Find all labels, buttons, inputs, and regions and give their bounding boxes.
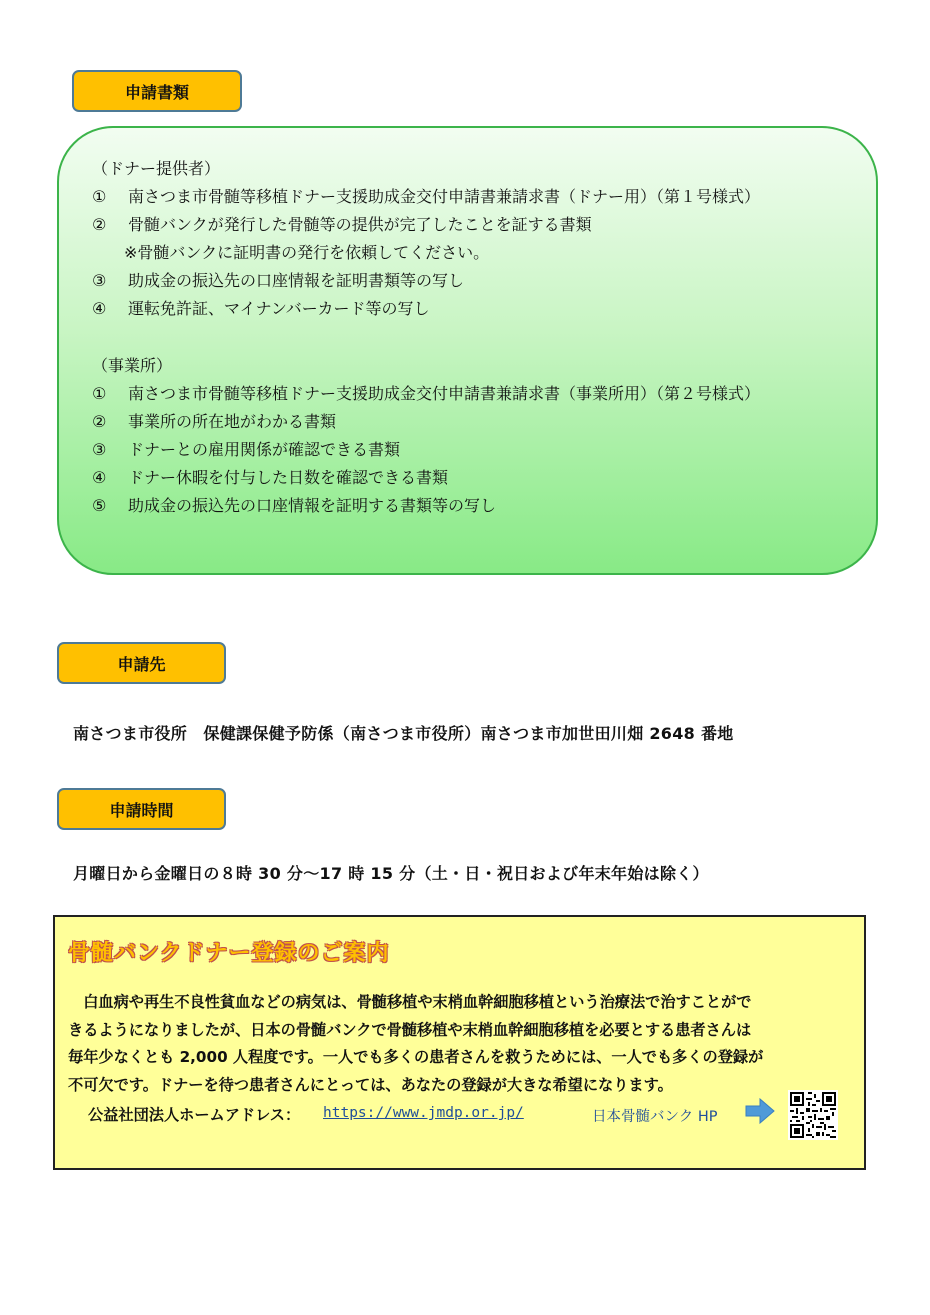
section-tag-destination: 申請先 [57,642,226,684]
right-arrow-icon [745,1098,775,1124]
office-item-text: ドナー休暇を付与した日数を確認できる書類 [128,468,449,487]
office-item-num: ① [92,384,107,403]
office-item-text: 助成金の振込先の口座情報を証明する書類等の写し [128,496,497,515]
homepage-link[interactable]: https://www.jmdp.or.jp/ [323,1105,524,1121]
info-line: 白血病や再生不良性貧血などの病気は、骨髄移植や末梢血幹細胞移植という治療法で治すことがで [68,993,752,1011]
donor-item-text: 南さつま市骨髄等移植ドナー支援助成金交付申請書兼請求書（ドナー用）（第１号様式） [128,187,761,206]
destination-text: 南さつま市役所 保健課保健予防係（南さつま市役所）南さつま市加世田川畑 2648 番地 [73,724,734,743]
donor-item-text: 助成金の振込先の口座情報を証明書類等の写し [128,271,465,290]
donor-item-text: 骨髄バンクが発行した骨髄等の提供が完了したことを証する書類 [128,215,592,234]
info-line: 毎年少なくとも 2,000 人程度です。一人でも多くの患者さんを救うためには、一人でも多くの登録が [68,1048,764,1066]
office-item-text: ドナーとの雇用関係が確認できる書類 [128,440,401,459]
office-item-text: 事業所の所在地がわかる書類 [128,412,337,431]
donor-item-num: ③ [92,271,107,290]
office-item-text: 南さつま市骨髄等移植ドナー支援助成金交付申請書兼請求書（事業所用）（第２号様式） [128,384,761,403]
info-line: きるようになりましたが、日本の骨髄バンクで骨髄移植や末梢血幹細胞移植を必要とする患者さんは [68,1021,752,1039]
office-item-num: ② [92,412,107,431]
address-label: 公益社団法人ホームアドレス： [88,1106,301,1124]
section-tag-hours: 申請時間 [57,788,226,830]
section-tag-documents: 申請書類 [72,70,242,112]
donor-item-num: ④ [92,299,107,318]
donor-note: ※骨髄バンクに証明書の発行を依頼してください。 [124,243,490,262]
info-title: 骨髄バンクドナー登録のご案内 [68,941,390,966]
office-item-num: ③ [92,440,107,459]
office-item-num: ⑤ [92,496,107,515]
office-item-num: ④ [92,468,107,487]
qr-code-icon[interactable] [788,1090,838,1140]
donor-item-text: 運転免許証、マイナンバーカード等の写し [128,299,430,318]
info-line: 不可欠です。ドナーを待つ患者さんにとっては、あなたの登録が大きな希望になります。 [68,1076,673,1094]
donor-item-num: ① [92,187,107,206]
donor-item-num: ② [92,215,107,234]
office-heading: （事業所） [92,356,173,375]
hp-label: 日本骨髄バンク HP [592,1109,718,1125]
donor-heading: （ドナー提供者） [92,159,221,178]
hours-text: 月曜日から金曜日の８時 30 分～17 時 15 分（土・日・祝日および年末年始は除く） [73,864,709,883]
